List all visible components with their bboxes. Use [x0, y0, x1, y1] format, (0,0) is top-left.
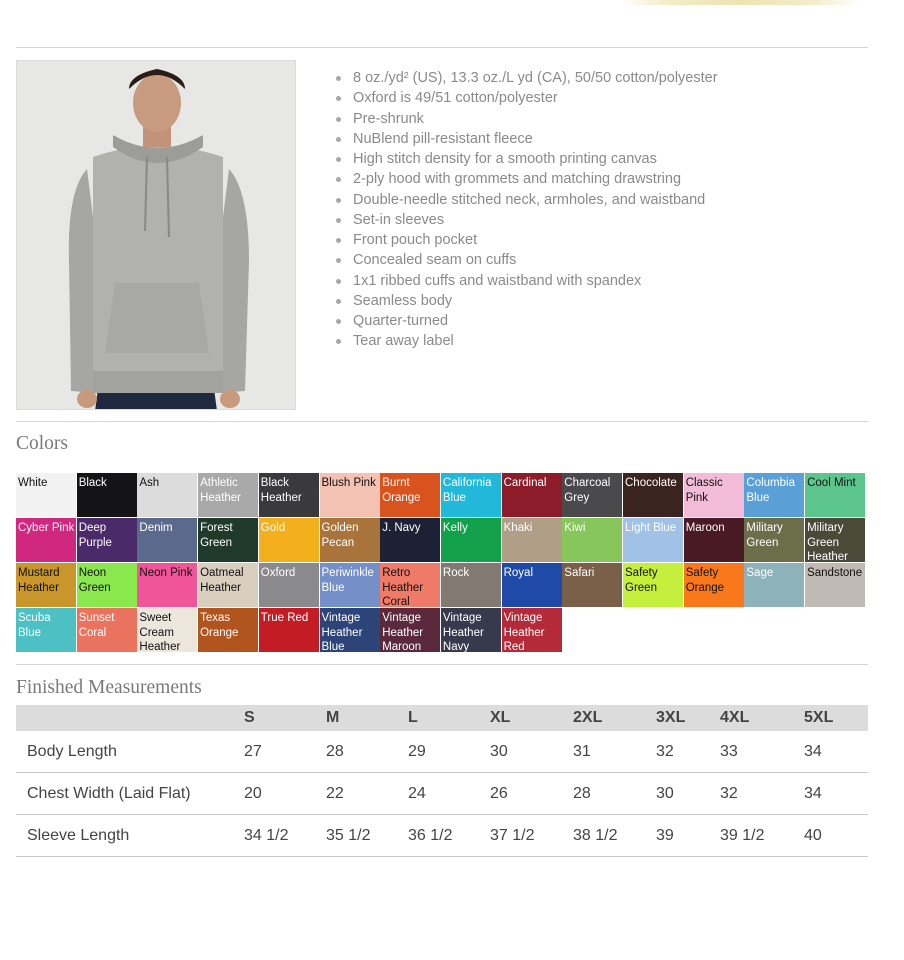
color-swatch-label: Rock [442, 567, 470, 579]
color-swatch-label: Cool Mint [807, 477, 856, 489]
color-swatch[interactable] [684, 473, 744, 517]
color-swatch-label: Gold [260, 522, 286, 534]
color-swatch[interactable] [380, 563, 440, 607]
color-swatch-label: Safari [564, 567, 595, 579]
color-swatch-label: Military Green [746, 522, 783, 549]
feature-item: Double-needle stitched neck, armholes, and waistband [334, 190, 718, 210]
size-header: S [244, 705, 326, 731]
measurement-value: 30 [490, 731, 573, 773]
color-swatch[interactable] [562, 563, 622, 607]
feature-list [334, 68, 718, 352]
color-swatch-label: Denim [139, 522, 173, 534]
measurement-value: 34 [804, 731, 868, 773]
feature-item: NuBlend pill-resistant fleece [334, 129, 718, 149]
measurement-row [16, 815, 868, 857]
color-swatch-label: Safety Orange [685, 567, 725, 594]
color-swatch[interactable] [623, 518, 683, 562]
feature-item: 1x1 ribbed cuffs and waistband with spandex [334, 271, 718, 291]
color-swatch[interactable] [137, 563, 197, 607]
feature-item: High stitch density for a smooth printing canvas [334, 149, 718, 169]
color-swatch-label: Scuba Blue [18, 612, 51, 639]
color-swatch[interactable] [441, 608, 501, 652]
color-swatch[interactable] [16, 473, 76, 517]
size-header: 5XL [804, 705, 868, 731]
color-swatch-label: Black [78, 477, 107, 489]
color-swatch[interactable] [502, 608, 562, 652]
color-swatch[interactable] [623, 563, 683, 607]
color-swatch-label: Oatmeal Heather [200, 567, 244, 594]
size-header: M [326, 705, 408, 731]
measurement-value: 24 [408, 773, 490, 815]
color-swatch[interactable] [320, 473, 380, 517]
color-swatch[interactable] [744, 473, 804, 517]
measurements-heading: Finished Measurements [16, 677, 202, 698]
color-swatch[interactable] [744, 563, 804, 607]
color-swatch-label: Mustard Heather [18, 567, 60, 594]
measurement-value: 26 [490, 773, 573, 815]
color-swatch-label: Classic Pink [685, 477, 723, 504]
measurement-value: 31 [573, 731, 656, 773]
color-swatch[interactable] [805, 518, 865, 562]
color-swatch[interactable] [320, 518, 380, 562]
color-swatch-label: Golden Pecan [321, 522, 359, 549]
measurement-value: 34 [804, 773, 868, 815]
measurement-value: 35 1/2 [326, 815, 408, 857]
feature-item: Concealed seam on cuffs [334, 250, 718, 270]
color-swatch[interactable] [502, 518, 562, 562]
measurement-value: 34 1/2 [244, 815, 326, 857]
feature-item: Set-in sleeves [334, 210, 718, 230]
color-swatch-label: Vintage Heather Navy [442, 612, 484, 652]
color-swatch-label: Black Heather [260, 477, 302, 504]
color-swatch[interactable] [198, 518, 258, 562]
feature-item: Front pouch pocket [334, 230, 718, 250]
measurement-value: 30 [656, 773, 720, 815]
measurement-value: 29 [408, 731, 490, 773]
color-swatch-label: Neon Pink [139, 567, 193, 579]
color-swatch-label: Charcoal Grey [564, 477, 611, 504]
measurement-label: Chest Width (Laid Flat) [16, 773, 244, 815]
color-swatch-label: Cyber Pink [18, 522, 75, 534]
measurement-label: Body Length [16, 731, 244, 773]
color-swatch-label: Royal [503, 567, 533, 579]
product-photo [16, 60, 296, 410]
color-swatch-label: Sandstone [807, 567, 863, 579]
color-swatch[interactable] [380, 473, 440, 517]
measurement-value: 20 [244, 773, 326, 815]
color-swatch-label: Texas Orange [200, 612, 239, 639]
feature-item: Quarter-turned [334, 311, 718, 331]
color-swatch-label: Deep Purple [78, 522, 112, 549]
color-swatch[interactable] [441, 518, 501, 562]
color-swatch-label: Military Green Heather [807, 522, 849, 562]
divider [16, 664, 868, 665]
measurement-value: 28 [573, 773, 656, 815]
measurement-value: 39 1/2 [720, 815, 804, 857]
color-swatch[interactable] [259, 518, 319, 562]
size-header: 4XL [720, 705, 804, 731]
measurement-label: Sleeve Length [16, 815, 244, 857]
color-swatch[interactable] [502, 563, 562, 607]
measurement-value: 22 [326, 773, 408, 815]
color-swatch[interactable] [805, 563, 865, 607]
color-swatch[interactable] [684, 563, 744, 607]
measurement-value: 40 [804, 815, 868, 857]
feature-item: Pre-shrunk [334, 109, 718, 129]
color-swatch[interactable] [16, 608, 76, 652]
size-header: 3XL [656, 705, 720, 731]
color-swatch-label: Sweet Cream Heather [139, 612, 181, 652]
color-swatch[interactable] [198, 608, 258, 652]
size-header: 2XL [573, 705, 656, 731]
color-swatch[interactable] [137, 608, 197, 652]
color-swatch[interactable] [562, 518, 622, 562]
divider [16, 47, 868, 48]
color-swatch-label: Periwinkle Blue [321, 567, 374, 594]
color-swatch-label: Vintage Heather Blue [321, 612, 363, 652]
measurement-value: 28 [326, 731, 408, 773]
measurement-value: 33 [720, 731, 804, 773]
feature-item: 8 oz./yd² (US), 13.3 oz./L yd (CA), 50/50 cotton/polyester [334, 68, 718, 88]
size-header: XL [490, 705, 573, 731]
measurement-value: 38 1/2 [573, 815, 656, 857]
measurement-value: 39 [656, 815, 720, 857]
size-header-blank [16, 705, 244, 731]
measurement-row [16, 773, 868, 815]
color-swatch-label: California Blue [442, 477, 492, 504]
color-swatch[interactable] [259, 473, 319, 517]
color-swatch-label: Athletic Heather [200, 477, 242, 504]
feature-item: Oxford is 49/51 cotton/polyester [334, 88, 718, 108]
color-swatch-label: Ash [139, 477, 160, 489]
color-swatch[interactable] [198, 563, 258, 607]
measurement-row [16, 731, 868, 773]
color-swatch-label: Vintage Heather Maroon [382, 612, 424, 652]
color-swatch[interactable] [77, 563, 137, 607]
color-swatch[interactable] [562, 473, 622, 517]
measurement-value: 36 1/2 [408, 815, 490, 857]
color-swatch-label: White [18, 477, 48, 489]
colors-heading: Colors [16, 433, 69, 454]
color-swatch[interactable] [805, 473, 865, 517]
color-swatch-label: Safety Green [625, 567, 658, 594]
color-swatch[interactable] [441, 473, 501, 517]
color-swatch-label: Chocolate [625, 477, 677, 489]
color-swatch[interactable] [259, 563, 319, 607]
color-swatch-label: Oxford [260, 567, 296, 579]
color-swatch-label: Blush Pink [321, 477, 376, 489]
color-swatch[interactable] [380, 608, 440, 652]
color-swatch[interactable] [137, 518, 197, 562]
color-swatch-label: Light Blue [625, 522, 677, 534]
measurement-value: 32 [720, 773, 804, 815]
color-swatch[interactable] [502, 473, 562, 517]
color-swatch-label: Kiwi [564, 522, 586, 534]
color-swatch-label: Retro Heather Coral [382, 567, 424, 607]
color-swatch[interactable] [441, 563, 501, 607]
color-swatch-label: Forest Green [200, 522, 233, 549]
color-swatch-label: Cardinal [503, 477, 547, 489]
feature-item: Tear away label [334, 331, 718, 351]
color-swatch-label: Neon Green [78, 567, 111, 594]
color-swatch[interactable] [198, 473, 258, 517]
feature-item: Seamless body [334, 291, 718, 311]
color-swatch[interactable] [16, 518, 76, 562]
measurement-value: 27 [244, 731, 326, 773]
color-swatch-label: Sage [746, 567, 774, 579]
color-swatch-label: Burnt Orange [382, 477, 421, 504]
color-swatch[interactable] [380, 518, 440, 562]
color-swatch-label: Khaki [503, 522, 533, 534]
color-swatch-label: Sunset Coral [78, 612, 115, 639]
size-header-row [16, 705, 868, 731]
color-swatch-label: Columbia Blue [746, 477, 795, 504]
color-swatch[interactable] [16, 563, 76, 607]
color-swatch[interactable] [259, 608, 319, 652]
feature-item: 2-ply hood with grommets and matching drawstring [334, 169, 718, 189]
color-swatch[interactable] [77, 473, 137, 517]
color-swatch-label: Kelly [442, 522, 468, 534]
divider [16, 421, 868, 422]
color-swatch-label: Vintage Heather Red [503, 612, 545, 652]
top-decoration [620, 0, 860, 5]
color-swatch[interactable] [137, 473, 197, 517]
size-header: L [408, 705, 490, 731]
color-swatch-label: J. Navy [382, 522, 421, 534]
color-swatch[interactable] [77, 608, 137, 652]
color-swatch[interactable] [623, 473, 683, 517]
measurement-value: 37 1/2 [490, 815, 573, 857]
color-swatch-label: Maroon [685, 522, 725, 534]
measurements-table [16, 705, 868, 857]
color-swatch-label: True Red [260, 612, 309, 624]
color-swatch[interactable] [320, 608, 380, 652]
color-swatch[interactable] [684, 518, 744, 562]
color-swatch[interactable] [77, 518, 137, 562]
color-swatch[interactable] [744, 518, 804, 562]
measurement-value: 32 [656, 731, 720, 773]
color-swatch[interactable] [320, 563, 380, 607]
